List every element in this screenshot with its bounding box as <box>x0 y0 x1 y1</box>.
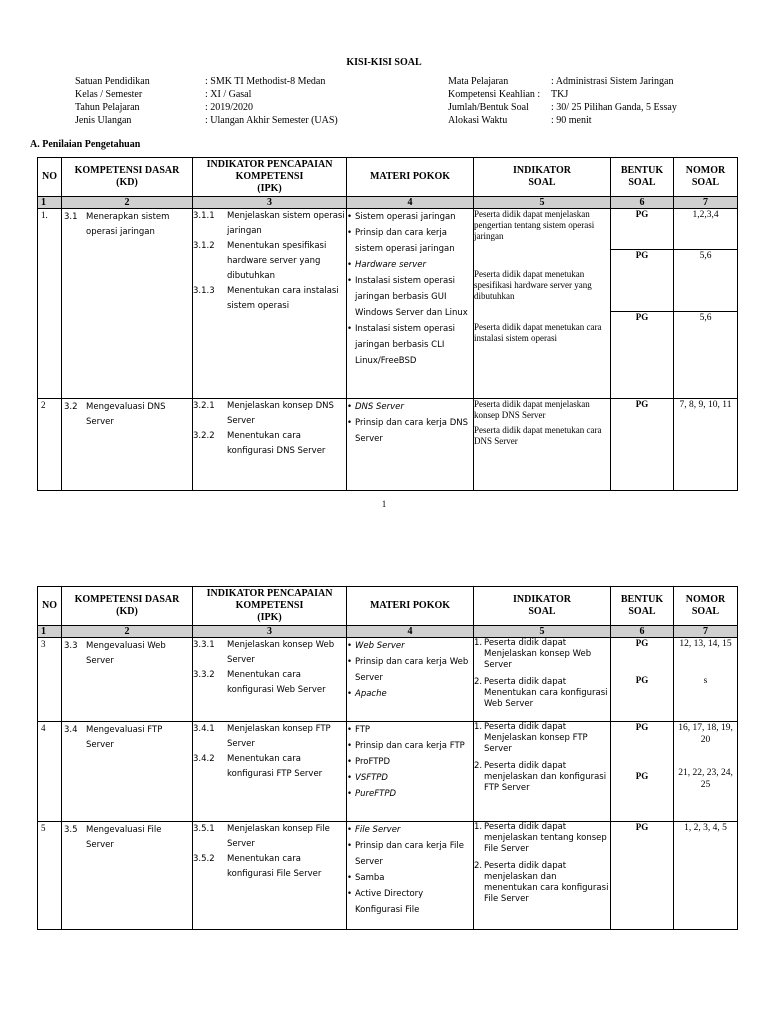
col-header-nomor: NOMOR SOAL <box>674 158 738 197</box>
ipk-cell <box>193 209 347 399</box>
bentuk-value: PG <box>611 250 673 312</box>
ipk-item: 3.3.1 Menjelaskan konsep Web Server <box>193 640 335 665</box>
nomor-cell <box>674 822 738 930</box>
bentuk-value: PG <box>635 638 649 648</box>
bentuk-cell <box>611 822 674 930</box>
column-number-row <box>38 626 738 638</box>
column-number: 7 <box>674 197 738 209</box>
bullet-icon: • <box>347 725 353 735</box>
materi-cell <box>347 722 474 822</box>
ipk-item: 3.2.1 Menjelaskan konsep DNS Server <box>193 401 334 426</box>
ipk-item: 3.4.1 Menjelaskan konsep FTP Server <box>193 724 331 749</box>
column-number: 5 <box>474 626 611 638</box>
bentuk-value: PG <box>635 822 649 832</box>
indikator-cell <box>474 399 611 491</box>
nomor-value: s <box>703 676 708 686</box>
row-number: 5 <box>38 822 62 930</box>
column-number: 6 <box>611 197 674 209</box>
bentuk-value: PG <box>635 771 649 781</box>
kd-number: 3.5 <box>64 825 78 835</box>
bullet-icon: • <box>347 825 353 835</box>
col-header-bentuk: BENTUK SOAL <box>611 158 674 197</box>
bullet-icon: • <box>347 841 353 851</box>
column-number: 1 <box>38 626 62 638</box>
materi-item: • File Server <box>347 822 473 838</box>
kisi-table-page-1 <box>37 157 738 491</box>
col-header-kd: KOMPETENSI DASAR (KD) <box>62 587 193 626</box>
table-header-row <box>38 158 738 197</box>
indikator-item: 2. Peserta didik dapat menjelaskan dan konfigurasi FTP Server <box>474 761 607 793</box>
ipk-item: 3.5.1 Menjelaskan konsep File Server <box>193 824 330 849</box>
column-number: 3 <box>193 197 347 209</box>
indikator-item: Peserta didik dapat menjelaskan pengertian tentang sistem operasi jaringan <box>474 209 595 241</box>
header-row <box>75 75 338 88</box>
ipk-cell <box>193 822 347 930</box>
bullet-icon: • <box>347 773 353 783</box>
kd-text: Mengevaluasi Web Server <box>86 641 166 666</box>
materi-item: • Instalasi sistem operasi jaringan berbasis GUI Windows Server dan Linux <box>347 273 473 321</box>
nomor-value: 1, 2, 3, 4, 5 <box>684 823 727 833</box>
bullet-icon: • <box>347 641 353 651</box>
materi-item: • PureFTPD <box>347 786 473 802</box>
table-row <box>38 209 738 399</box>
bullet-icon: • <box>347 657 353 667</box>
col-header-indikator: INDIKATOR SOAL <box>474 587 611 626</box>
header-value: : SMK TI Methodist-8 Medan <box>205 76 326 87</box>
header-value: TKJ <box>551 89 569 100</box>
header-row <box>448 75 677 88</box>
bullet-icon: • <box>347 402 353 412</box>
col-header-no: NO <box>38 587 62 626</box>
header-value: : 90 menit <box>551 115 592 126</box>
column-number: 5 <box>474 197 611 209</box>
table-header-row <box>38 587 738 626</box>
header-value: : 2019/2020 <box>205 102 254 113</box>
indikator-cell <box>474 722 611 822</box>
col-header-no: NO <box>38 158 62 197</box>
row-number: 4 <box>38 722 62 822</box>
bullet-icon: • <box>347 689 353 699</box>
column-number: 4 <box>347 197 474 209</box>
kd-cell <box>62 822 193 930</box>
kd-text: Menerapkan sistem operasi jaringan <box>86 212 170 237</box>
indikator-item: Peserta didik dapat menetukan cara instalasi sistem operasi <box>474 322 602 343</box>
ipk-cell <box>193 722 347 822</box>
table-row <box>38 822 738 930</box>
nomor-value: 21, 22, 23, 24, 25 <box>678 768 733 790</box>
col-header-materi: MATERI POKOK <box>347 158 474 197</box>
row-number: 1. <box>38 209 62 399</box>
materi-cell <box>347 209 474 399</box>
column-number: 4 <box>347 626 474 638</box>
materi-item: • DNS Server <box>347 399 473 415</box>
bullet-icon: • <box>347 757 353 767</box>
header-label: Satuan Pendidikan <box>75 76 150 87</box>
materi-item: • ProFTPD <box>347 754 473 770</box>
indikator-item: 2. Peserta didik dapat Menentukan cara konfigurasi Web Server <box>474 677 608 709</box>
materi-item: • Prinsip dan cara kerja FTP <box>347 738 473 754</box>
nomor-value: 7, 8, 9, 10, 11 <box>679 400 732 410</box>
kd-number: 3.2 <box>64 402 78 412</box>
indikator-item: 1. Peserta didik dapat menjelaskan tentang konsep File Server <box>474 822 607 854</box>
indikator-item: Peserta didik dapat menetukan cara DNS Server <box>474 425 602 446</box>
indikator-item: 1. Peserta didik dapat Menjelaskan konsep FTP Server <box>474 722 588 754</box>
kd-cell <box>62 209 193 399</box>
materi-item: • Hardware server <box>347 257 473 273</box>
col-header-indikator: INDIKATOR SOAL <box>474 158 611 197</box>
column-number-row <box>38 197 738 209</box>
kd-text: Mengevaluasi DNS Server <box>86 402 166 427</box>
materi-cell <box>347 822 474 930</box>
materi-item: • Web Server <box>347 638 473 654</box>
materi-item: • FTP <box>347 722 473 738</box>
bentuk-cell <box>611 722 674 822</box>
bullet-icon: • <box>347 260 353 270</box>
col-header-bentuk: BENTUK SOAL <box>611 587 674 626</box>
ipk-item: 3.3.2 Menentukan cara konfigurasi Web Server <box>193 670 326 695</box>
indikator-item: 2. Peserta didik dapat menjelaskan dan menentukan cara konfigurasi File Server <box>474 861 609 904</box>
materi-item: • Prinsip dan cara kerja Web Server <box>347 654 473 686</box>
materi-item: • Sistem operasi jaringan <box>347 209 473 225</box>
bullet-icon: • <box>347 228 353 238</box>
header-label: Jenis Ulangan <box>75 115 132 126</box>
bentuk-value: PG <box>635 399 649 409</box>
ipk-item: 3.5.2 Menentukan cara konfigurasi File Server <box>193 854 322 879</box>
header-row <box>448 114 677 127</box>
kd-number: 3.1 <box>64 212 78 222</box>
table-row <box>38 722 738 822</box>
header-label: Jumlah/Bentuk Soal <box>448 102 529 113</box>
column-number: 2 <box>62 626 193 638</box>
bentuk-cell <box>611 209 674 399</box>
kd-cell <box>62 722 193 822</box>
bullet-icon: • <box>347 741 353 751</box>
indikator-item: Peserta didik dapat menetukan spesifikasi hardware server yang dibutuhkan <box>474 269 592 301</box>
header-label: Kelas / Semester <box>75 89 143 100</box>
col-header-kd: KOMPETENSI DASAR (KD) <box>62 158 193 197</box>
nomor-value: 1,2,3,4 <box>674 209 737 250</box>
header-left-block <box>75 75 338 127</box>
header-label: Tahun Pelajaran <box>75 102 140 113</box>
ipk-item: 3.1.3 Menentukan cara instalasi sistem operasi <box>193 286 339 311</box>
header-value: : 30/ 25 Pilihan Ganda, 5 Essay <box>551 102 677 113</box>
header-label: Mata Pelajaran <box>448 76 509 87</box>
materi-item: • Samba <box>347 870 473 886</box>
nomor-cell <box>674 209 738 399</box>
table-row <box>38 638 738 722</box>
ipk-cell <box>193 399 347 491</box>
bentuk-cell <box>611 638 674 722</box>
header-row <box>75 101 338 114</box>
materi-item: • Active Directory Konfigurasi File <box>347 886 473 918</box>
header-row <box>448 88 677 101</box>
materi-item: • Apache <box>347 686 473 702</box>
ipk-item: 3.2.2 Menentukan cara konfigurasi DNS Server <box>193 431 326 456</box>
nomor-value: 16, 17, 18, 19, 20 <box>678 723 733 745</box>
nomor-value: 5,6 <box>699 313 712 323</box>
indikator-cell <box>474 822 611 930</box>
kd-number: 3.3 <box>64 641 78 651</box>
col-header-ipk: INDIKATOR PENCAPAIAN KOMPETENSI (IPK) <box>193 158 347 197</box>
column-number: 1 <box>38 197 62 209</box>
col-header-materi: MATERI POKOK <box>347 587 474 626</box>
indikator-cell <box>474 209 611 399</box>
bentuk-value: PG <box>611 209 673 250</box>
ipk-item: 3.4.2 Menentukan cara konfigurasi FTP Server <box>193 754 323 779</box>
nomor-cell <box>674 722 738 822</box>
bullet-icon: • <box>347 276 353 286</box>
row-number: 3 <box>38 638 62 722</box>
section-title: A. Penilaian Pengetahuan <box>30 139 141 150</box>
bullet-icon: • <box>347 212 353 222</box>
header-label: Alokasi Waktu <box>448 115 508 126</box>
materi-item: • VSFTPD <box>347 770 473 786</box>
column-number: 7 <box>674 626 738 638</box>
header-value: : Ulangan Akhir Semester (UAS) <box>205 115 338 126</box>
bullet-icon: • <box>347 324 353 334</box>
indikator-item: Peserta didik dapat menjelaskan konsep DNS Server <box>474 399 590 420</box>
materi-item: • Prinsip dan cara kerja DNS Server <box>347 415 473 447</box>
nomor-value: 12, 13, 14, 15 <box>679 639 732 649</box>
header-row <box>75 114 338 127</box>
kd-number: 3.4 <box>64 725 78 735</box>
nomor-cell <box>674 399 738 491</box>
bentuk-value: PG <box>635 312 649 322</box>
page-number: 1 <box>381 499 387 509</box>
header-value: : XI / Gasal <box>205 89 252 100</box>
materi-cell <box>347 399 474 491</box>
header-right-block <box>448 75 677 127</box>
bentuk-value: PG <box>635 722 649 732</box>
ipk-cell <box>193 638 347 722</box>
materi-item: • Instalasi sistem operasi jaringan berbasis CLI Linux/FreeBSD <box>347 321 473 369</box>
bentuk-cell <box>611 399 674 491</box>
ipk-item: 3.1.2 Menentukan spesifikasi hardware server yang dibutuhkan <box>193 241 327 281</box>
nomor-value: 5,6 <box>674 250 737 312</box>
kisi-table-page-2 <box>37 586 738 930</box>
materi-item: • Prinsip dan cara kerja File Server <box>347 838 473 870</box>
ipk-item: 3.1.1 Menjelaskan sistem operasi jaringan <box>193 211 345 236</box>
col-header-nomor: NOMOR SOAL <box>674 587 738 626</box>
bullet-icon: • <box>347 418 353 428</box>
column-number: 2 <box>62 197 193 209</box>
bentuk-value: PG <box>635 675 649 685</box>
materi-item: • Prinsip dan cara kerja sistem operasi jaringan <box>347 225 473 257</box>
bullet-icon: • <box>347 889 353 899</box>
col-header-ipk: INDIKATOR PENCAPAIAN KOMPETENSI (IPK) <box>193 587 347 626</box>
column-number: 6 <box>611 626 674 638</box>
row-number: 2 <box>38 399 62 491</box>
bullet-icon: • <box>347 789 353 799</box>
header-row <box>448 101 677 114</box>
indikator-item: 1. Peserta didik dapat Menjelaskan konsep Web Server <box>474 638 592 670</box>
nomor-cell <box>674 638 738 722</box>
bullet-icon: • <box>347 873 353 883</box>
document-title: KISI-KISI SOAL <box>346 57 422 68</box>
indikator-cell <box>474 638 611 722</box>
header-row <box>75 88 338 101</box>
header-label: Kompetensi Keahlian : <box>448 89 541 100</box>
column-number: 3 <box>193 626 347 638</box>
table-row <box>38 399 738 491</box>
kd-cell <box>62 399 193 491</box>
kd-cell <box>62 638 193 722</box>
kd-text: Mengevaluasi FTP Server <box>86 725 163 750</box>
header-value: : Administrasi Sistem Jaringan <box>551 76 674 87</box>
kd-text: Mengevaluasi File Server <box>86 825 162 850</box>
materi-cell <box>347 638 474 722</box>
